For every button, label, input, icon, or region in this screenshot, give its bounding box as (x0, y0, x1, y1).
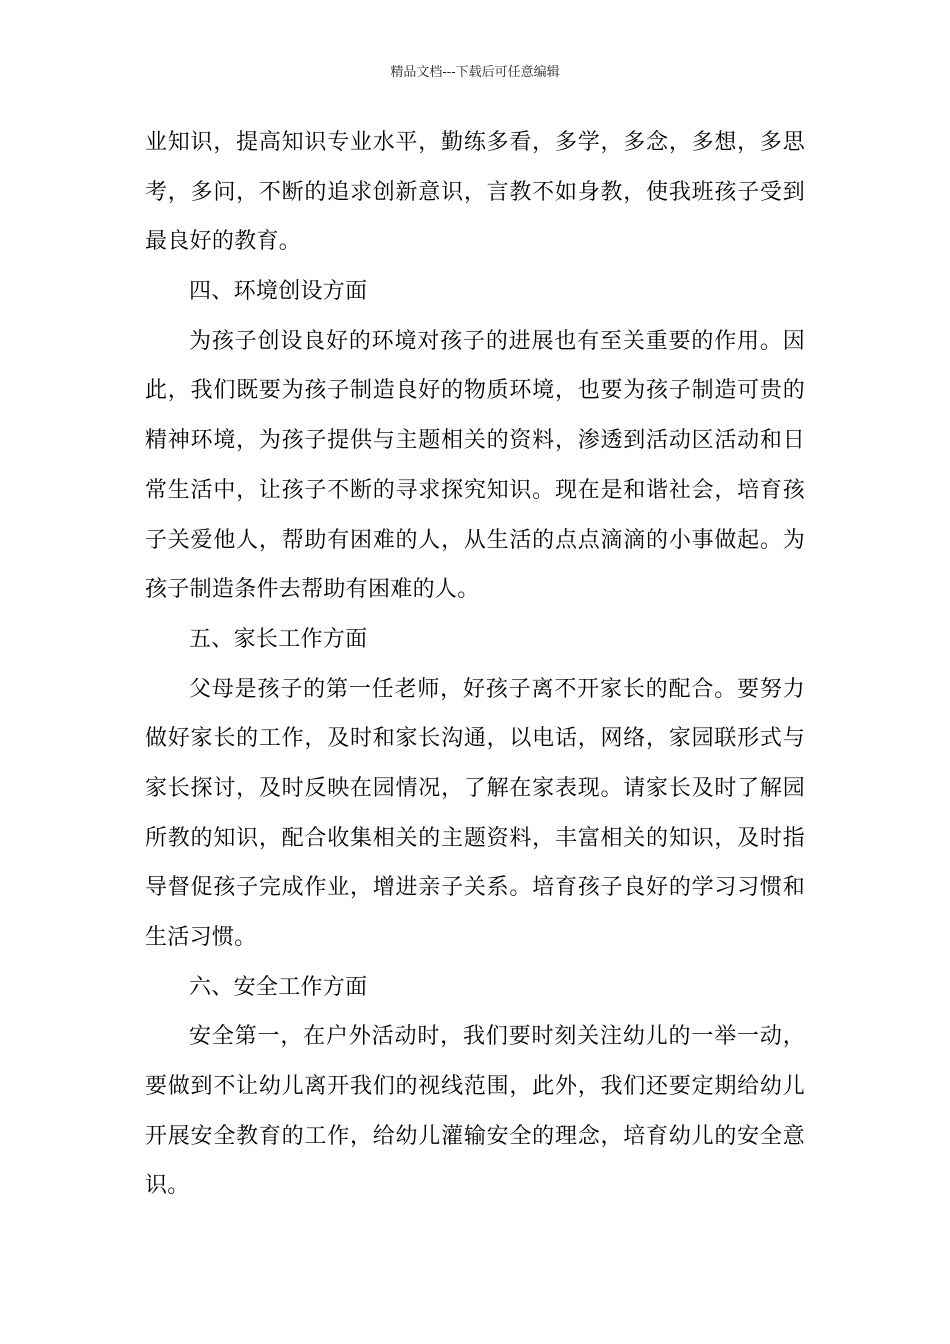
body-line: 精神环境，为孩子提供与主题相关的资料，渗透到活动区活动和日 (145, 428, 805, 454)
body-line: 孩子制造条件去帮助有困难的人。 (145, 577, 480, 603)
body-line: 导督促孩子完成作业，增进亲子关系。培育孩子良好的学习习惯和 (145, 875, 805, 901)
section-heading-parents: 五、家长工作方面 (189, 626, 368, 652)
body-line: 要做到不让幼儿离开我们的视线范围，此外，我们还要定期给幼儿 (145, 1074, 805, 1100)
body-line: 考，多问，不断的追求创新意识，言教不如身教，使我班孩子受到 (145, 179, 805, 205)
document-body (145, 128, 805, 1221)
body-line: 所教的知识，配合收集相关的主题资料，丰富相关的知识，及时指 (145, 825, 805, 851)
body-line: 父母是孩子的第一任老师，好孩子离不开家长的配合。要努力 (189, 676, 805, 702)
body-line: 此，我们既要为孩子制造良好的物质环境，也要为孩子制造可贵的 (145, 378, 805, 404)
body-line: 安全第一，在户外活动时，我们要时刻关注幼儿的一举一动， (189, 1024, 805, 1050)
body-line: 家长探讨，及时反映在园情况，了解在家表现。请家长及时了解园 (145, 775, 805, 801)
section-heading-environment: 四、环境创设方面 (189, 279, 368, 305)
body-line: 为孩子创设良好的环境对孩子的进展也有至关重要的作用。因 (189, 328, 805, 354)
body-line: 业知识，提高知识专业水平，勤练多看，多学，多念，多想，多思 (145, 130, 805, 155)
body-line: 生活习惯。 (145, 925, 257, 950)
body-line: 开展安全教育的工作，给幼儿灌输安全的理念，培育幼儿的安全意 (145, 1123, 805, 1149)
body-line: 最良好的教育。 (145, 229, 302, 255)
body-line: 常生活中，让孩子不断的寻求探究知识。现在是和谐社会，培育孩 (145, 477, 805, 503)
page-header: 精品文档---下载后可任意编辑 (390, 65, 560, 80)
body-line: 做好家长的工作，及时和家长沟通，以电话，网络，家园联形式与 (145, 726, 805, 752)
body-line: 子关爱他人，帮助有困难的人，从生活的点点滴滴的小事做起。为 (145, 527, 805, 553)
section-heading-safety: 六、安全工作方面 (189, 974, 368, 1000)
body-line: 识。 (145, 1173, 190, 1199)
